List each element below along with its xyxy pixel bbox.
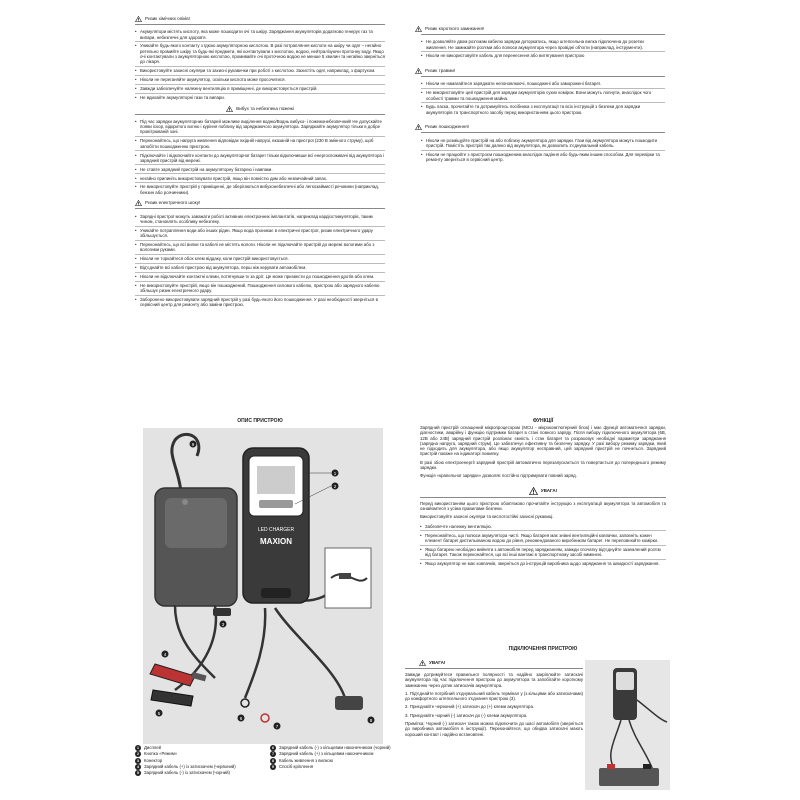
list-item: • Уникайте будь-якого контакту з їдкою акумуляторною кислотою. В разі потрапляння кислоти на шкіру чи одяг – негайно ретельно промийте шкіру та будь-які предмети, які контактували з кислотою, водою, нейтралізуючи протонну воду. Якщо очі контактували з акумуляторною кислотою, промивайте очі проточною водою не менше 5 хвилин та негайно зверніться до лікаря. — [135, 42, 385, 67]
divider — [405, 668, 583, 669]
electric-shock-section — [135, 200, 385, 309]
svg-text:1: 1 — [333, 470, 337, 476]
functions-title: ФУНКЦІЇ — [532, 418, 554, 424]
paragraph: Завжди дотримуйтеся правильної полярності та надійно закріплюйте затискачі акумулятора під час підключення пристрою до акумулятора та запобігайте короткому замиканню через дотик затискачів акумулятора. — [405, 672, 583, 688]
svg-text:5: 5 — [157, 710, 161, 716]
warning-triangle-icon — [135, 16, 142, 22]
section-title: Вибух та небезпека пожежі — [236, 105, 294, 111]
connection-column — [405, 660, 583, 740]
paragraph: Використовуйте захисні окуляри та кислотостійкі захисні рукавиці. — [420, 514, 554, 520]
legend-item: 6 Зарядний кабель (-) з кільцевим наконечником (чорний) — [271, 745, 391, 750]
list-item: • Будь ласка, прочитайте та дотримуйтесь посібника з експлуатації та всіх інструкцій з безпеки для зарядки акумуляторів та транспортного засобу перед використанням цього пристрою. — [421, 104, 641, 115]
list-item: • Зарядні пристрої можуть заважати роботі активних електронних імплантатів, наприклад кардіостимуляторів, таким чином, становлять особливу небезпеку. — [135, 212, 385, 226]
display — [616, 672, 634, 690]
section-title: Ризик короткого замикання! — [425, 26, 485, 31]
callout-5 — [156, 710, 163, 717]
list-item: • Ніколи не намагайтеся заряджати непоновлюючі, пошкоджені або заморожені батареї. — [421, 80, 665, 89]
legend-item: 9 Спосіб кріплення — [271, 763, 314, 769]
list-item: • Не дозволяйте двом роз'ємам кабелю зарядки доторкатись, якщо штепсельна вилка підключена до розетки живлення. Не замикайте роз'єми або полюси акумулятора через провідні об'єкти (наприклад, інструменти). — [421, 38, 665, 52]
short-circuit-section — [415, 26, 665, 60]
legend-item: 4 Зарядний кабель (+) із затискачем (червоний) — [137, 763, 236, 769]
callout-8 — [368, 717, 375, 724]
connector-plug — [213, 608, 231, 616]
warning-triangle-icon — [529, 487, 538, 495]
list-item: • Використовуйте захисні окуляри та захисні рукавички при роботі з кислотою. Захистіть одяг, наприклад, з фартухом. — [135, 67, 385, 76]
legend-item: 3 Конектор — [137, 757, 163, 763]
list-item: • Ніколи не розміщуйте пристрій на або поблизу акумулятора для зарядки. Гази від акумулятора можуть пошкодити пристрій. Помістіть пристрій так далеко від акумулятора, як дозволить з'єднувальний кабель. — [421, 136, 665, 150]
list-item: • Не ставте зарядний пристрій на акумуляторну батарею і навпаки. — [135, 165, 385, 174]
list-item: • Якщо акумулятор не має ковпачків, зверніться до інструкцій виробника щодо заряджання та швидкості заряджання. — [420, 561, 660, 567]
list-item: • Ніколи не використовуйте кабель для перенесення або витягування пристрою — [421, 53, 585, 59]
left-safety-column — [135, 16, 385, 313]
svg-text:7: 7 — [275, 723, 279, 729]
mode-button — [259, 500, 293, 508]
svg-text:9: 9 — [191, 441, 195, 447]
device-illustration — [135, 428, 390, 744]
divider — [421, 76, 665, 77]
list-item: • Переконайтесь, що полюси акумулятора чисті. Якщо батарея має знімні вентиляційні ковпачки, заповніть кожен елемент батареї дистильованою водою до рівня, рекомендованого виробником батареї. Не переповнюйте комірки. — [420, 531, 666, 545]
list-item: • Якщо батарею необхідно вийняти з автомобіля перед заряджанням, завжди спочатку від'єднуйте заземлений роз'єм від батареї. Також переконайтеся, що всі інші вантажі в транспортному засобі вимкнені. — [420, 546, 666, 560]
damage-section — [415, 124, 665, 163]
list-item: • Переконайтесь, що всі вилки та кабелі не містять вологи. Ніколи не підключайте пристрій до мережі вологими або з вологими руками. — [135, 241, 385, 255]
paragraph: Перед використанням цього пристрою обов'язково прочитайте інструкцію з експлуатації акумулятора та автомобіля та ознайомтеся з усіма правилами безпеки. — [420, 500, 666, 511]
list-item: • Переконайтесь, що напруга живлення відповідає вхідній напрузі, вказаній на пристрої (230 В змінного струму), щоб запобігти пошкодженню пристрою. — [135, 137, 385, 151]
section-title: Ризик електричного шоку! — [145, 200, 201, 206]
list-item: • Не використовуйте пристрій у приміщенні, де зберігаються вибухонебезпечні або легкозаймисті речовини (наприклад, бензин або розчинники). — [135, 184, 379, 195]
list-item: • Ніколи не відключайте контактні клеми, потягнувши їх за дріт. Це може призвести до пошкодження дротів або клем. — [135, 273, 385, 282]
explosion-fire-section — [135, 106, 385, 197]
divider — [421, 34, 665, 35]
section-title: Ризик пошкодження! — [425, 124, 469, 130]
chemical-burn-section — [135, 16, 385, 102]
divider — [135, 208, 385, 209]
svg-text:2: 2 — [333, 483, 337, 489]
list-item: • негайно припиніть використовувати пристрій, якщо він повністю дим або незвичайний запах. — [135, 174, 385, 183]
paragraph: 1. Під'єднайте потрібний з'єднувальний кабель термінал у (з кільцями або затискачами) до комфортного штепсельного з'єднання пристрою (3). — [405, 690, 583, 702]
list-item: • Уникайте потрапляння води або інших рідин. Якщо вода проникає в електричні пристрої, ризик електричного удару збільшується. — [135, 227, 385, 241]
list-item: • Підключайте і відключайте контакти до акумуляторної батареї тільки відключивши всі енергоспоживачі від акумулятора і зарядний пристрій від мережі. — [135, 151, 385, 165]
brand-logo: MAXION — [260, 537, 292, 546]
section-title: Ризик хімічних опіків! — [145, 16, 190, 21]
model-label: LED CHARGER — [257, 527, 295, 533]
legend-item: 1 Дисплей — [137, 745, 162, 750]
list-item: • Не вдихайте акумуляторні гази та випари. — [135, 94, 225, 100]
list-item: • Акумулятори містять кислоту, яка може пошкодити очі та шкіру. Заряджання акумуляторів додатково генерує газ та випари, небезпечні для здоров'я. — [135, 28, 385, 42]
connection-title: ПІДКЛЮЧЕННЯ ПРИСТРОЮ — [508, 646, 578, 652]
callout-9 — [190, 441, 197, 448]
electric-shock-warning-icon — [135, 200, 142, 206]
list-item: • Завжди забезпечуйте належну вентиляцію в приміщенні, де використовується пристрій. — [135, 85, 385, 94]
divider — [135, 114, 385, 115]
list-item: • Ніколи не переганяйте акумулятор, оскільки кислота може просочитися. — [135, 76, 385, 85]
list-item: • Не використовуйте цей пристрій для зарядки акумуляторів сухих комірок. Вони можуть лопнути, внаслідок чого особисті травми та пошкодження майна. — [421, 89, 665, 103]
right-safety-column — [415, 26, 665, 168]
warning-triangle-icon — [419, 660, 426, 666]
short-circuit-warning-icon — [415, 26, 422, 32]
paragraph: Функція «крапельної зарядки» дозволяє постійно підтримувати повний заряд. — [420, 473, 577, 479]
callout-7 — [274, 723, 281, 730]
parts-legend — [135, 745, 395, 776]
section-title: Ризик травми! — [425, 68, 456, 74]
callout-3 — [220, 621, 227, 628]
damage-warning-icon — [415, 124, 422, 130]
legend-item: 5 Зарядний кабель (-) із затискачем (чорний) — [137, 770, 230, 776]
list-item: • Ніколи не працюйте з пристроєм пошкодженим внаслідок падіння або будь-яким іншим способом. Для перевірки та ремонту зверніться в сервісний центр. — [421, 151, 660, 163]
list-item: • Забезпечте належну вентиляцію. — [420, 523, 666, 532]
connection-illustration — [585, 660, 670, 790]
list-item: • Під час зарядки акумуляторних батарей можливе виділення водню/Воднь вибухо- і пожежонебезпечний! Не допускайте появи іскор, відкритого вогню і куріння поблизу від заряджаючого акумулятора. Заряджайте акумулятор тільки в добре провітрюваній зоні. — [135, 118, 385, 137]
caution-header: УВАГА! — [420, 487, 666, 495]
power-plug — [335, 696, 363, 710]
connection-warning-header: УВАГА! — [405, 660, 583, 666]
functions-column — [420, 418, 666, 568]
paragraph: 3. Приєднайте чорний (-) затискач до (-) клеми акумулятора. — [405, 712, 528, 718]
callout-4 — [162, 651, 169, 658]
paragraph: Зарядний пристрій оснащений мікропроцесором (MCU - мікрокомп'ютерний блок) і має функції автоматичної зарядки, діагностики, аварійну і функцію підтримки батареї в стані повного заряду. Після вибору підключеного акумулятора (6В, 12В або 24В) зарядний пристрій розпізнає ємність і стан батареї та розраховує необхідні параметри заряджання (зарядна напруга, зарядний струм). Це забезпечує ефективну та безпечну зарядку. У разі вибору режиму зарядки, який не підходить для акумулятора, або якщо акумулятор несправний, цей зарядний пристрій не почнеться. Зарядний пристрій покаже на індикаторі помилку. — [420, 425, 666, 457]
list-item: • Від'єднайте всі кабелі пристрою від акумулятора, перш ніж керувати автомобілем. — [135, 264, 385, 273]
paragraph: В разі збою електроенергії зарядний пристрій автоматично перезапускається та повертається до попереднього режиму зарядки. — [420, 459, 666, 471]
legend-column — [135, 745, 262, 776]
car-battery — [599, 768, 659, 786]
svg-text:8: 8 — [369, 717, 373, 723]
device-description-title: ОПИС ПРИСТРОЮ — [237, 418, 283, 424]
list-item: • Ніколи не торкайтеся обох клем віддаку, коли пристрій використовується. — [135, 255, 385, 264]
callout-6 — [238, 715, 245, 722]
divider — [421, 132, 665, 133]
injury-warning-icon — [415, 68, 422, 74]
legend-item: 7 Зарядний кабель (+) з кільцевим наконечником — [271, 751, 374, 757]
list-item: • Не використовуйте пристрій, якщо він пошкоджений. Пошкодження силового кабелю, пристрою або зарядного кабелю збільшує ризик електричного удару. — [135, 282, 385, 296]
svg-text:4: 4 — [163, 651, 167, 657]
legend-item: 8 Кабель живлення з вилкою — [271, 757, 333, 763]
paragraph: Примітка: Чорний (-) затискач також можна підключити до шасі автомобіля (зверніться до виробника автомобіля в інструкції). Переконайтеся, що обидва затискачі мають хороший контакт і надійно встановлені. — [405, 721, 583, 737]
svg-text:6: 6 — [239, 715, 243, 721]
svg-text:3: 3 — [221, 621, 225, 627]
divider — [420, 497, 666, 498]
divider — [135, 24, 385, 25]
legend-item: 2 Кнопка «Режим» — [137, 751, 178, 757]
injury-section — [415, 68, 665, 116]
legend-column — [270, 745, 395, 776]
paragraph: 2. Приєднайте червоний (+) затискач до (+) клеми акумулятора. — [405, 704, 535, 710]
explosion-fire-warning-icon — [226, 106, 233, 112]
list-item: • Заборонено використовувати зарядний пристрій у разі будь-якого його пошкодження. У разі необхідності зверніться в сервісний центр для ремонту або заміни пристрою. — [135, 297, 378, 308]
